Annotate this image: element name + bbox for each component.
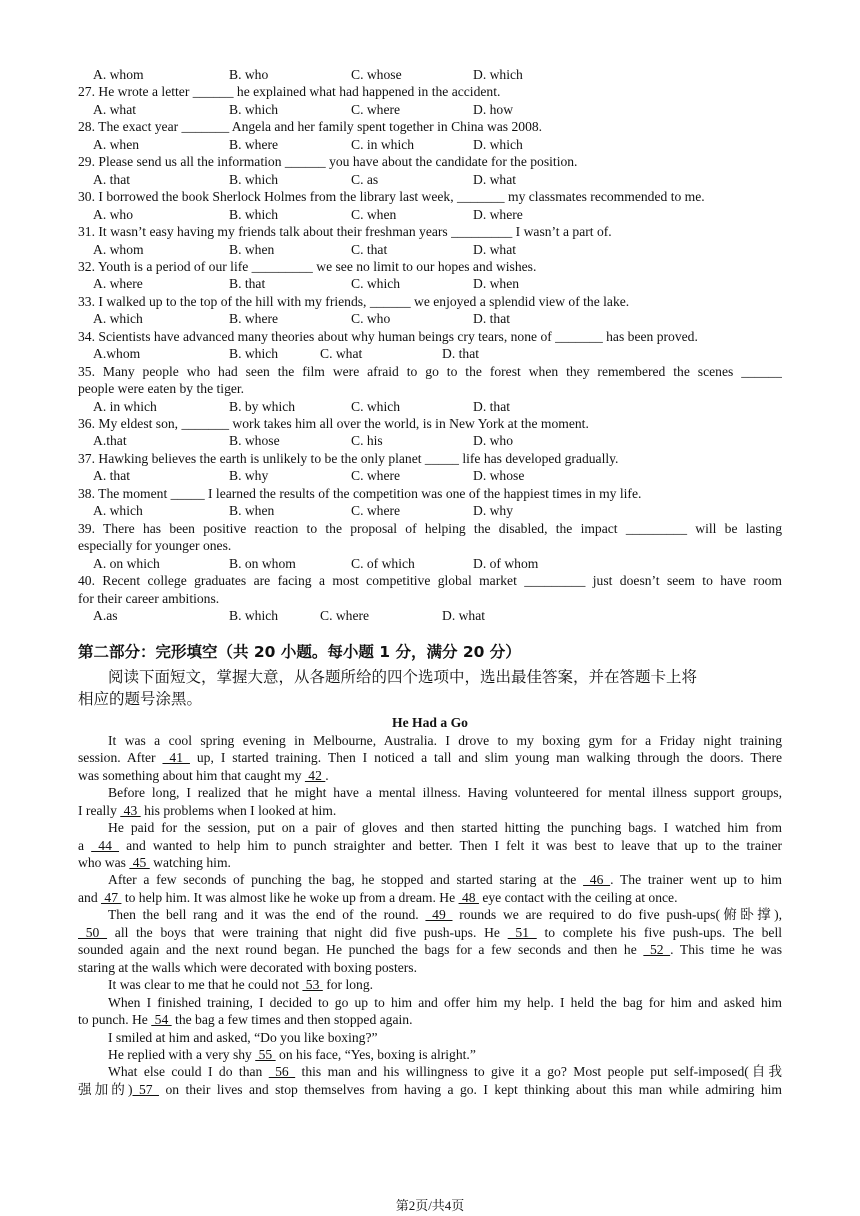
option-d: D. which bbox=[473, 136, 523, 152]
option-a: A. that bbox=[93, 171, 130, 187]
option-a: A.that bbox=[93, 433, 127, 449]
blank-48: 48 bbox=[458, 889, 479, 905]
option-b: B. which bbox=[229, 346, 279, 362]
passage-line: Then the bell rang and it was the end of the round. 49 rounds we are required to do five push-ups(俯卧撑), bbox=[108, 907, 782, 923]
option-a: A. when bbox=[93, 136, 140, 152]
option-d: D. who bbox=[473, 433, 514, 449]
option-c: C. in which bbox=[351, 136, 415, 152]
passage-line: It was a cool spring evening in Melbourne, Australia. I drove to my boxing gym for a Friday night training bbox=[108, 732, 782, 748]
passage-title: He Had a Go bbox=[392, 715, 468, 731]
option-c: C. whose bbox=[351, 67, 402, 82]
option-d: D. of whom bbox=[473, 555, 539, 571]
question-stem: 34. Scientists have advanced many theories about why human beings cry tears, none of _______ has been proved. bbox=[78, 328, 698, 344]
option-d: D. that bbox=[442, 346, 479, 362]
passage-line: sounded again and the next round began. He punched the bags for a few seconds and then he 52 . This time he was bbox=[78, 942, 782, 958]
option-b: B. which bbox=[229, 206, 279, 222]
page-footer: 第2页/共4页 bbox=[395, 1198, 465, 1213]
option-b: B. when bbox=[229, 241, 275, 257]
passage-line: He replied with a very shy 55 on his face, “Yes, boxing is alright.” bbox=[108, 1046, 476, 1062]
option-c: C. where bbox=[351, 468, 401, 484]
blank-57: 57 bbox=[132, 1081, 160, 1097]
question-stem: especially for younger ones. bbox=[78, 538, 232, 554]
option-b: B. where bbox=[229, 311, 279, 327]
option-a: A.as bbox=[93, 607, 118, 623]
option-d: D. what bbox=[442, 607, 486, 623]
option-b: B. which bbox=[229, 101, 279, 117]
option-b: B. when bbox=[229, 503, 275, 519]
option-a: A. whom bbox=[93, 67, 144, 82]
option-d: D. that bbox=[473, 398, 510, 414]
option-c: C. that bbox=[351, 241, 388, 257]
option-c: C. what bbox=[320, 346, 363, 362]
passage-line: After a few seconds of punching the bag, he stopped and started staring at the 46 . The trainer went up to him bbox=[108, 872, 782, 888]
option-b: B. whose bbox=[229, 433, 280, 449]
question-stem: for their career ambitions. bbox=[78, 590, 220, 606]
option-a: A. whom bbox=[93, 241, 144, 257]
option-c: C. which bbox=[351, 398, 401, 414]
option-a: A. what bbox=[93, 101, 137, 117]
passage-line: staring at the walls which were decorated with boxing posters. bbox=[78, 959, 417, 975]
option-d: D. whose bbox=[473, 468, 525, 484]
option-b: B. which bbox=[229, 607, 279, 623]
option-d: D. where bbox=[473, 206, 523, 222]
blank-47: 47 bbox=[101, 889, 122, 905]
question-stem: 35. Many people who had seen the film were afraid to go to the forest when they remembered the scenes ______ bbox=[78, 363, 782, 379]
option-c: C. where bbox=[320, 607, 370, 623]
option-a: A. on which bbox=[93, 555, 160, 571]
section-heading: 第二部分：完形填空（共 20 小题。每小题 1 分，满分 20 分） bbox=[78, 643, 521, 662]
question-stem: 40. Recent college graduates are facing a most competitive global market _________ just doesn’t seem to have room bbox=[78, 573, 782, 589]
passage-line: was something about him that caught my 42 . bbox=[78, 767, 329, 783]
blank-53: 53 bbox=[302, 977, 323, 993]
option-c: C. of which bbox=[351, 555, 415, 571]
option-c: C. when bbox=[351, 206, 397, 222]
passage-line: who was 45 watching him. bbox=[78, 855, 231, 870]
question-stem: 27. He wrote a letter ______ he explained what had happened in the accident. bbox=[78, 84, 501, 100]
question-stem: 37. Hawking believes the earth is unlikely to be the only planet _____ life has developed gradually. bbox=[78, 450, 619, 466]
option-d: D. how bbox=[473, 101, 514, 117]
question-stem: 39. There has been positive reaction to the proposal of helping the disabled, the impact _________ will be lasting bbox=[78, 520, 782, 536]
passage-line: I really 43 his problems when I looked at him. bbox=[78, 802, 337, 818]
passage-line: 50 all the boys that were training that night did five push-ups. He 51 to complete his five push-ups. The bell bbox=[78, 924, 782, 940]
option-d: D. what bbox=[473, 241, 517, 257]
section-instruction: 阅读下面短文，掌握大意，从各题所给的四个选项中，选出最佳答案，并在答题卡上将 bbox=[108, 668, 698, 687]
option-a: A. in which bbox=[93, 398, 157, 414]
passage-line: a 44 and wanted to help him to punch straighter and better. Then I felt it was best to leave that up to the trainer bbox=[78, 837, 782, 853]
blank-55: 55 bbox=[255, 1046, 276, 1062]
blank-45: 45 bbox=[129, 855, 150, 870]
question-stem: 33. I walked up to the top of the hill with my friends, ______ we enjoyed a splendid view of the lake. bbox=[78, 293, 630, 309]
option-c: C. who bbox=[351, 311, 391, 327]
question-stem: 28. The exact year _______ Angela and her family spent together in China was 2008. bbox=[78, 119, 543, 135]
section-instruction: 相应的题号涂黑。 bbox=[78, 690, 203, 709]
option-d: D. what bbox=[473, 171, 517, 187]
question-stem: people were eaten by the tiger. bbox=[78, 381, 245, 397]
option-b: B. where bbox=[229, 136, 279, 152]
question-stem: 38. The moment _____ I learned the results of the competition was one of the happiest times in my life. bbox=[78, 485, 642, 501]
option-d: D. that bbox=[473, 311, 510, 327]
blank-52: 52 bbox=[643, 942, 671, 958]
passage-line: He paid for the session, put on a pair of gloves and then started hitting the punching bags. I watched him from bbox=[108, 820, 782, 836]
option-b: B. which bbox=[229, 171, 279, 187]
passage-line: When I finished training, I decided to go up to him and offer him my help. I held the bag for him and asked him bbox=[108, 994, 782, 1010]
option-c: C. which bbox=[351, 276, 401, 292]
option-a: A. which bbox=[93, 311, 143, 327]
option-a: A. that bbox=[93, 468, 130, 484]
blank-41: 41 bbox=[162, 750, 190, 766]
passage-line: session. After 41 up, I started training. Then I noticed a tall and slim young man walking through the doors. There bbox=[78, 750, 782, 766]
passage-line: What else could I do than 56 this man and his willingness to give it a go? Most people put self-imposed(自我 bbox=[108, 1064, 782, 1080]
option-a: A. who bbox=[93, 206, 134, 222]
question-stem: 36. My eldest son, _______ work takes him all over the world, is in New York at the moment. bbox=[78, 416, 589, 431]
blank-42: 42 bbox=[304, 767, 326, 783]
blank-44: 44 bbox=[91, 837, 120, 853]
option-d: D. why bbox=[473, 503, 514, 519]
blank-50: 50 bbox=[78, 924, 108, 940]
passage-line: to punch. He 54 the bag a few times and then stopped again. bbox=[78, 1012, 413, 1028]
option-b: B. who bbox=[229, 67, 269, 82]
option-a: A. where bbox=[93, 276, 143, 292]
question-stem: 32. Youth is a period of our life _________ we see no limit to our hopes and wishes. bbox=[78, 258, 537, 274]
passage-line: It was clear to me that he could not 53 for long. bbox=[108, 977, 374, 993]
option-d: D. when bbox=[473, 276, 520, 292]
passage-line: I smiled at him and asked, “Do you like boxing?” bbox=[108, 1029, 378, 1045]
question-stem: 29. Please send us all the information ______ you have about the candidate for the position. bbox=[78, 154, 578, 170]
option-d: D. which bbox=[473, 67, 523, 82]
passage-line: and 47 to help him. It was almost like he woke up from a dream. He 48 eye contact with the ceiling at once. bbox=[78, 889, 678, 905]
question-stem: 31. It wasn’t easy having my friends talk about their freshman years _________ I wasn’t a part of. bbox=[78, 224, 612, 240]
blank-49: 49 bbox=[425, 907, 453, 923]
option-b: B. that bbox=[229, 276, 266, 292]
passage-line: Before long, I realized that he might have a mental illness. Having volunteered for mental illness support groups, bbox=[108, 785, 782, 801]
option-b: B. why bbox=[229, 468, 269, 484]
option-a: A.whom bbox=[93, 346, 141, 362]
option-c: C. where bbox=[351, 503, 401, 519]
option-c: C. where bbox=[351, 101, 401, 117]
blank-54: 54 bbox=[151, 1012, 172, 1028]
question-stem: 30. I borrowed the book Sherlock Holmes from the library last week, _______ my classmates recommended to me. bbox=[78, 189, 705, 205]
option-c: C. as bbox=[351, 171, 379, 187]
option-b: B. by which bbox=[229, 398, 296, 414]
option-a: A. which bbox=[93, 503, 143, 519]
option-c: C. his bbox=[351, 433, 383, 449]
blank-56: 56 bbox=[268, 1064, 296, 1080]
passage-line: 强加的) 57 on their lives and stop themselves from having a go. I kept thinking about this man while admiring him bbox=[78, 1081, 782, 1097]
blank-51: 51 bbox=[507, 924, 537, 940]
blank-46: 46 bbox=[583, 872, 611, 888]
option-b: B. on whom bbox=[229, 555, 296, 571]
blank-43: 43 bbox=[120, 802, 141, 818]
